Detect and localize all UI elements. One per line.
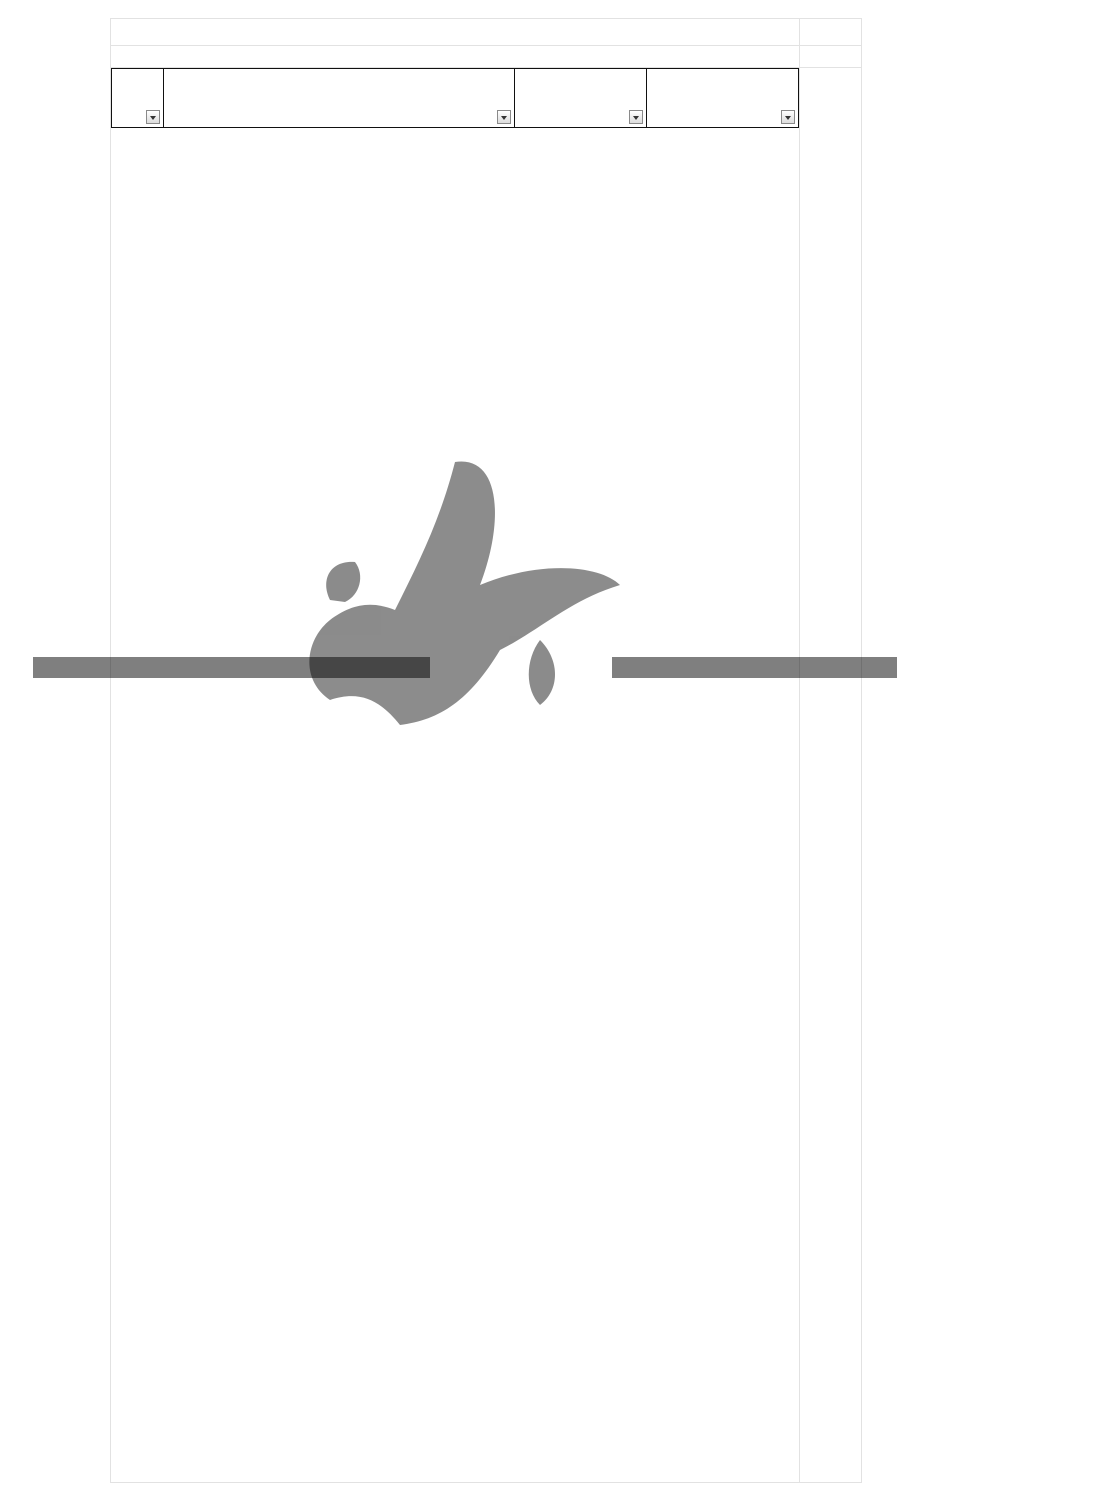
column-header-project-name[interactable]	[163, 69, 514, 127]
table-header-row	[111, 68, 799, 128]
filter-dropdown-icon[interactable]	[629, 110, 643, 124]
watermark-headline-bar	[33, 657, 430, 678]
watermark-headline-bar	[612, 657, 897, 678]
dove-icon	[309, 461, 620, 725]
filter-dropdown-icon[interactable]	[146, 110, 160, 124]
filter-dropdown-icon[interactable]	[497, 110, 511, 124]
column-header-sector[interactable]	[514, 69, 646, 127]
column-header-cost[interactable]	[646, 69, 799, 127]
filter-dropdown-icon[interactable]	[781, 110, 795, 124]
column-header-serial[interactable]	[111, 69, 163, 127]
